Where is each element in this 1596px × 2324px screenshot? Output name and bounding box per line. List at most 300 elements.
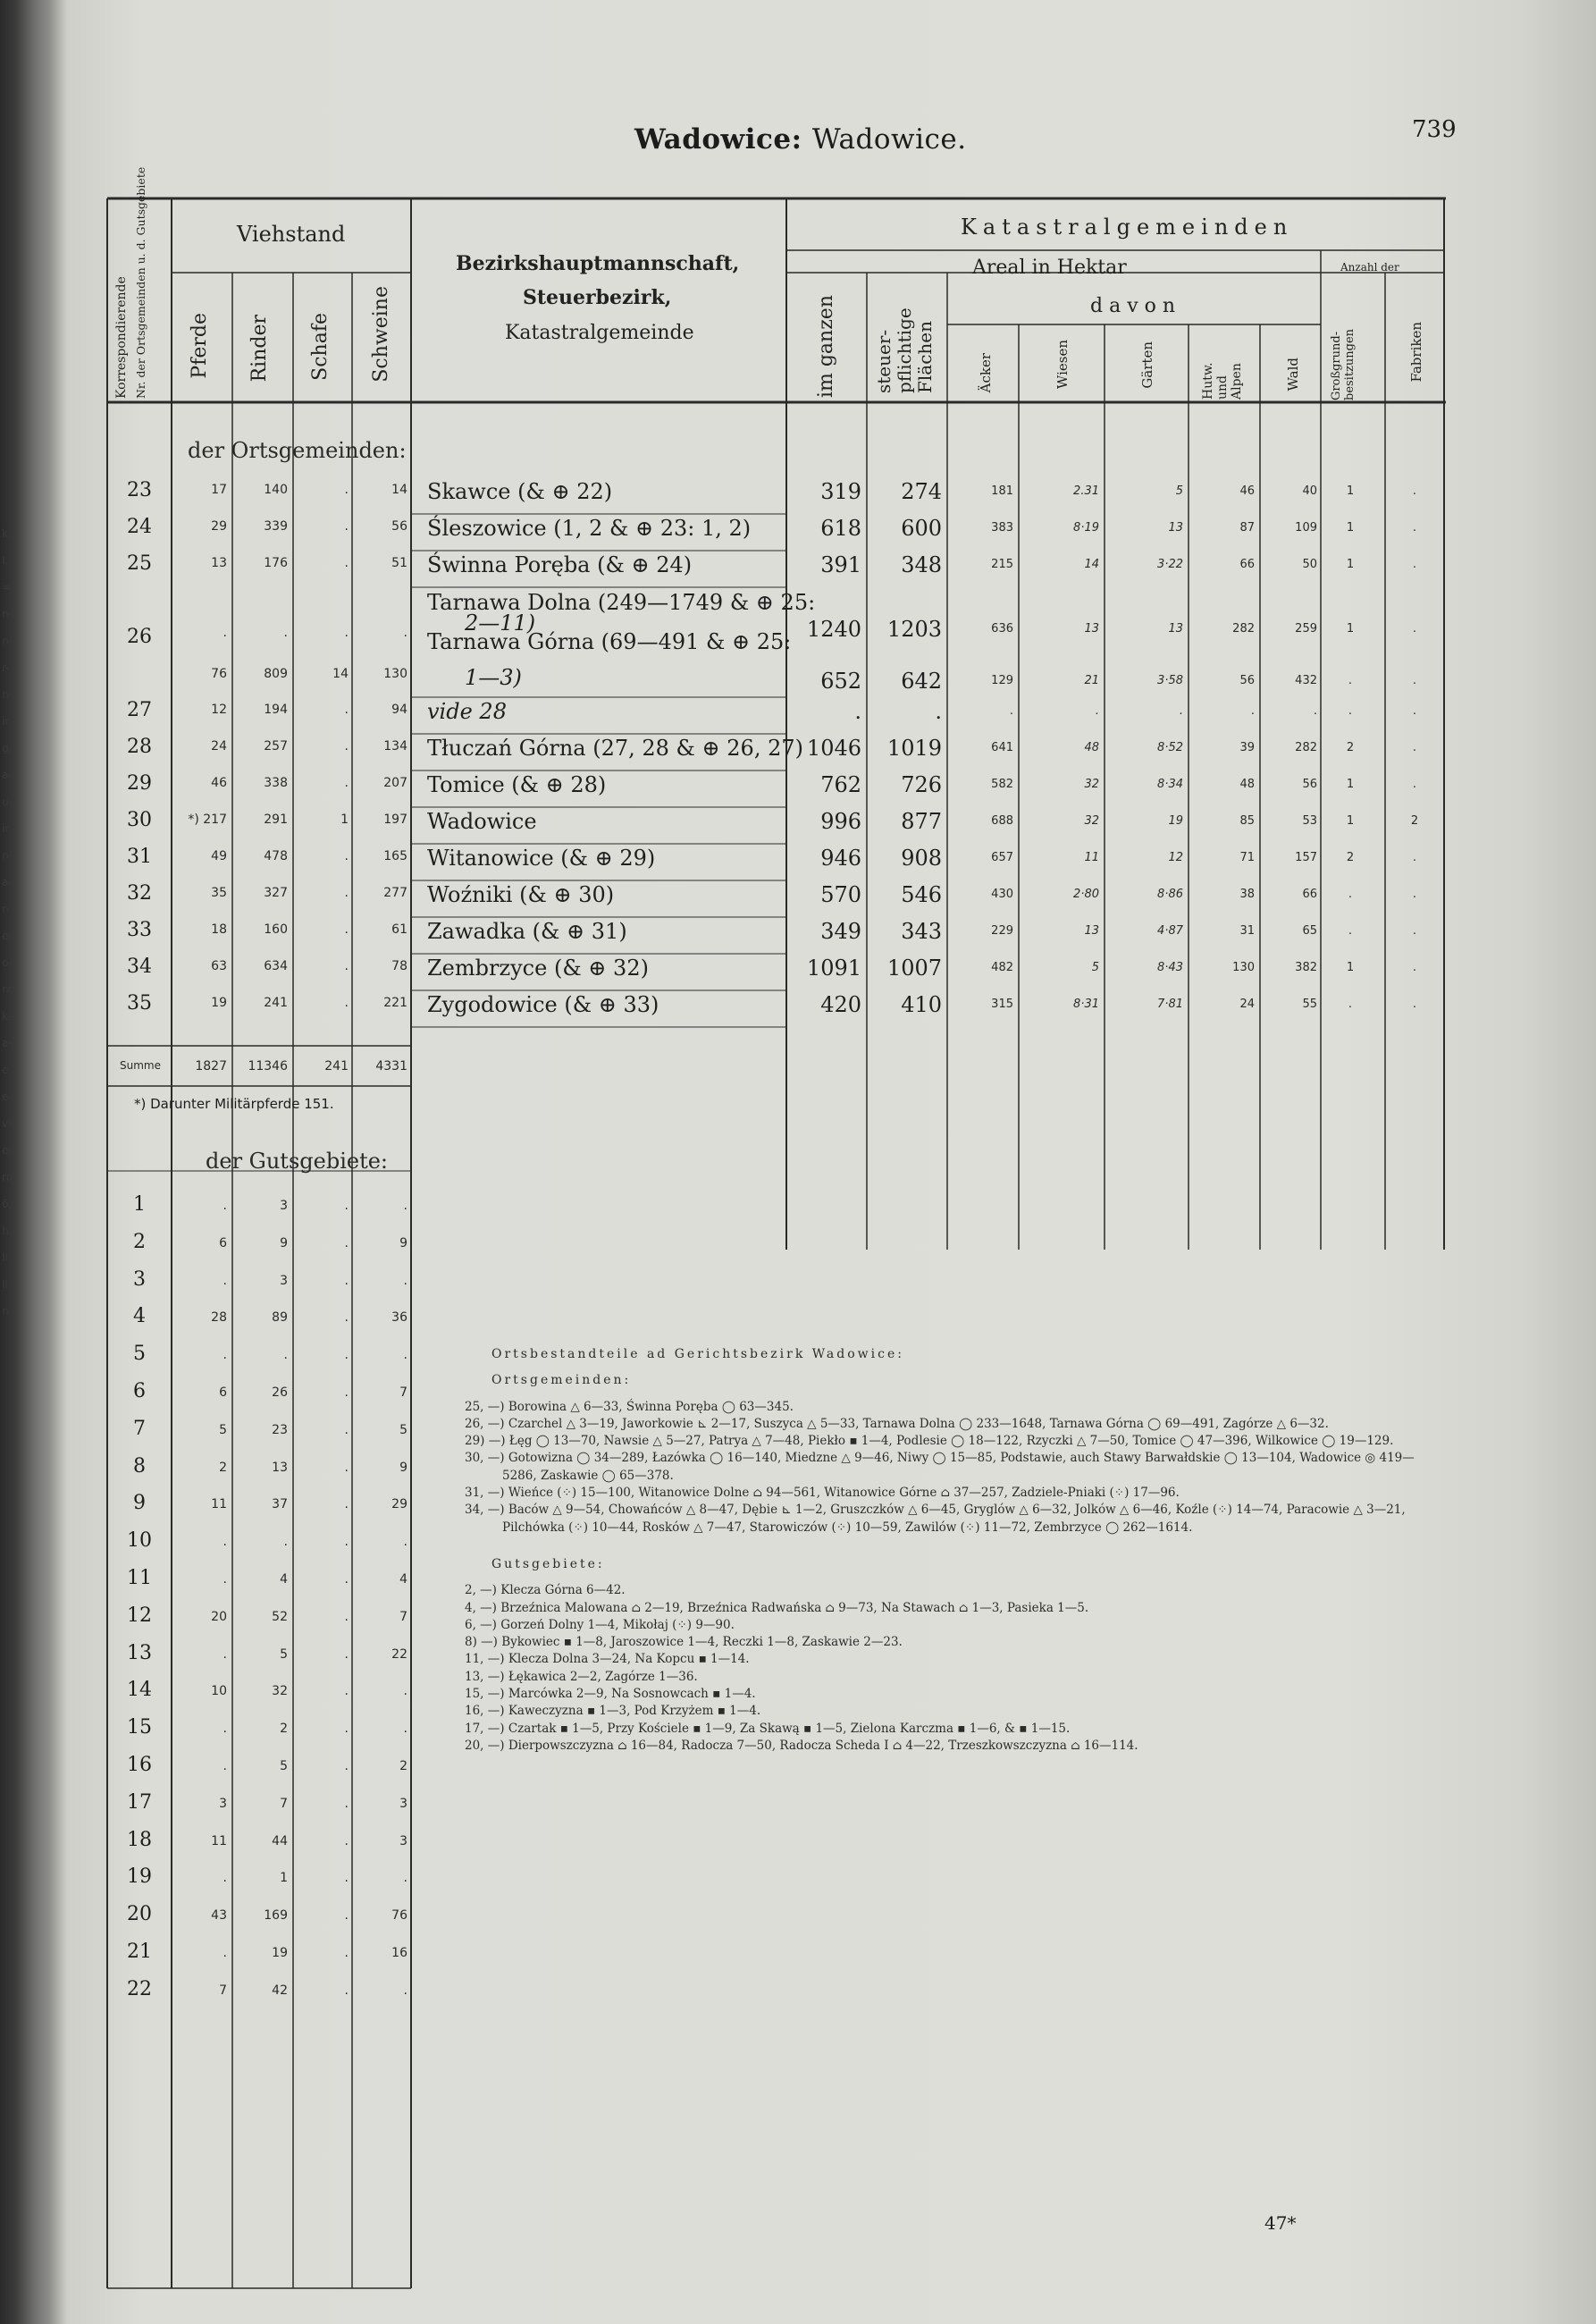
- cell-schweine: 134: [383, 739, 407, 754]
- cell-wald: 259: [1295, 622, 1317, 636]
- row-number: 10: [127, 1529, 152, 1553]
- section-ortsgemeinden: der Ortsgemeinden:: [188, 438, 407, 463]
- cell-im-ganzen: 618: [820, 516, 861, 541]
- note-item: 31, —) Wieńce (⁘) 15—100, Witanowice Dolne ⌂ 94—561, Witanowice Górne ⌂ 37—257, Zadziele-Pniaki (⁘) 17—96.: [465, 1486, 1180, 1501]
- cell-pferde: 35: [211, 886, 227, 900]
- cell-grossgrund: 2: [1346, 741, 1355, 754]
- cell-rinder: 2: [280, 1722, 288, 1737]
- header-hutweiden: Hutw. und Alpen: [1201, 362, 1244, 400]
- cell-rinder: 52: [272, 1609, 288, 1624]
- cell-gaerten: 3·58: [1157, 674, 1183, 687]
- cell-pferde: 46: [211, 776, 227, 790]
- title-main: Wadowice:: [634, 123, 802, 156]
- title-sub: Wadowice.: [811, 123, 967, 156]
- cell-rinder: .: [283, 626, 288, 640]
- cell-wiesen: 13: [1084, 622, 1099, 636]
- edge-fragment: rn: [2, 1171, 13, 1183]
- cell-schafe: .: [344, 519, 349, 534]
- cell-im-ganzen: 1091: [806, 956, 861, 981]
- edge-fragment: g,: [2, 742, 13, 754]
- note-item: 11, —) Klecza Dolna 3—24, Na Kopcu ▪ 1—14.: [465, 1652, 750, 1667]
- cell-pferde: 5: [219, 1422, 227, 1437]
- edge-fragment: n.: [2, 1305, 13, 1318]
- cell-pferde: 12: [211, 703, 227, 717]
- edge-fragment: n-: [2, 608, 13, 620]
- cell-fabriken: .: [1412, 998, 1417, 1011]
- cell-wald: 40: [1302, 484, 1317, 498]
- cell-im-ganzen: 1240: [806, 617, 861, 642]
- cell-schafe: .: [344, 1348, 349, 1363]
- katastralgemeinde-name: Tomice (& ⊕ 28): [427, 772, 607, 797]
- cell-rinder: 9: [280, 1235, 288, 1250]
- row-number: 20: [127, 1903, 152, 1926]
- cell-rinder: 3: [280, 1273, 288, 1288]
- note-item: 26, —) Czarchel △ 3—19, Jaworkowie ⊾ 2—17, Suszyca △ 5—33, Tarnawa Dolna ◯ 233—1648, Tarnawa Górna ◯ 69—491, Zagórze △ 6—32.: [465, 1416, 1329, 1431]
- cell-schafe: .: [344, 1722, 349, 1737]
- header-rinder: Rinder: [248, 315, 271, 383]
- cell-grossgrund: 1: [1346, 778, 1355, 791]
- cell-schafe: 1: [340, 813, 349, 827]
- cell-aecker: 636: [991, 622, 1013, 636]
- katastralgemeinde-name: Zawadka (& ⊕ 31): [427, 919, 627, 944]
- notes-heading: Ortsbestandteile ad Gerichtsbezirk Wadowice:: [491, 1347, 904, 1361]
- cell-pferde: .: [223, 1199, 227, 1213]
- cell-hutweiden: 282: [1232, 622, 1255, 636]
- cell-im-ganzen: 349: [820, 919, 861, 944]
- cell-aecker: 657: [991, 851, 1013, 864]
- header-areal: Areal in Hektar: [972, 257, 1127, 279]
- header-anzahl: Anzahl der: [1340, 261, 1399, 274]
- cell-rinder: 26: [272, 1385, 288, 1400]
- cell-schweine: .: [403, 626, 407, 640]
- cell-wiesen: 5: [1091, 961, 1099, 974]
- edge-fragment: nt,: [2, 983, 17, 996]
- edge-fragment: o-: [2, 956, 13, 969]
- cell-hutweiden: 130: [1232, 961, 1255, 974]
- note-item: 15, —) Marcówka 2—9, Na Sosnowcach ▪ 1—4.: [465, 1687, 756, 1702]
- cell-schweine: .: [403, 1871, 407, 1886]
- cell-schafe: .: [344, 1460, 349, 1475]
- cell-rinder: 44: [272, 1833, 288, 1848]
- header-bezirk-3: Katastralgemeinde: [505, 322, 694, 344]
- edge-fragment: n-: [2, 688, 13, 701]
- cell-gaerten: 3·22: [1157, 558, 1183, 571]
- row-number: 28: [127, 736, 152, 758]
- cell-im-ganzen: 420: [820, 992, 861, 1017]
- cell-rinder: 1: [280, 1871, 288, 1886]
- cell-wiesen: 32: [1084, 814, 1099, 828]
- katastralgemeinde-name: Tarnawa Górna (69—491 & ⊕ 25:: [427, 629, 792, 654]
- cell-steuerpflichtig: 1007: [886, 956, 942, 981]
- cell-schweine: .: [403, 1722, 407, 1737]
- cell-grossgrund: 1: [1346, 558, 1355, 571]
- cell-grossgrund: .: [1348, 998, 1353, 1011]
- header-aecker: Äcker: [978, 353, 994, 393]
- cell-gaerten: 12: [1168, 851, 1183, 864]
- cell-fabriken: .: [1412, 961, 1417, 974]
- cell-steuerpflichtig: 348: [901, 552, 942, 577]
- header-im-ganzen: im ganzen: [815, 295, 837, 399]
- cell-rinder: 176: [264, 556, 288, 570]
- row-number: 1: [133, 1193, 146, 1216]
- note-item: 16, —) Kaweczyzna ▪ 1—3, Pod Krzyżem ▪ 1—4.: [465, 1704, 761, 1719]
- edge-fragment: a-: [2, 769, 13, 781]
- katastralgemeinde-name-cont: 2—11): [465, 610, 536, 636]
- cell-schweine: 7: [399, 1385, 407, 1400]
- cell-wald: 432: [1295, 674, 1317, 687]
- cell-aecker: 215: [991, 558, 1013, 571]
- cell-fabriken: .: [1412, 521, 1417, 535]
- cell-pferde: 29: [211, 519, 227, 534]
- cell-rinder: 291: [264, 813, 288, 827]
- cell-aecker: 315: [991, 998, 1013, 1011]
- cell-wald: 53: [1302, 814, 1317, 828]
- cell-schweine: 277: [383, 886, 407, 900]
- header-davon: davon: [1090, 295, 1182, 317]
- cell-gaerten: .: [1179, 704, 1183, 718]
- cell-pferde: .: [223, 1535, 227, 1550]
- edge-fragment: n-: [2, 635, 13, 647]
- row-number: 5: [133, 1343, 146, 1366]
- cell-wiesen: 11: [1084, 851, 1099, 864]
- header-steuerpflichtige: steuer-pflichtige Flächen: [873, 307, 936, 393]
- cell-wald: 50: [1302, 558, 1317, 571]
- cell-pferde: 24: [211, 739, 227, 754]
- cell-rinder: 32: [272, 1684, 288, 1699]
- cell-im-ganzen: 570: [820, 882, 861, 907]
- cell-schweine: 4: [399, 1572, 407, 1587]
- summe-schafe: 241: [324, 1059, 349, 1074]
- cell-schweine: .: [403, 1199, 407, 1213]
- cell-schweine: 197: [383, 813, 407, 827]
- section-gutsgebiete: der Gutsgebiete:: [206, 1149, 388, 1174]
- cell-pferde: .: [223, 1273, 227, 1288]
- cell-im-ganzen: 391: [820, 552, 861, 577]
- cell-pferde: .: [223, 1348, 227, 1363]
- cell-rinder: 7: [280, 1796, 288, 1811]
- header-schweine: Schweine: [370, 286, 392, 383]
- cell-pferde: 6: [219, 1235, 227, 1250]
- cell-rinder: 3: [280, 1199, 288, 1213]
- row-number: 9: [133, 1492, 146, 1515]
- header-grossgrundbesitz: Großgrund-besitzungen: [1330, 328, 1357, 400]
- row-number: 4: [133, 1305, 146, 1328]
- note-item: 34, —) Baców △ 9—54, Chowańców △ 8—47, Dębie ⊾ 1—2, Gruszczków △ 6—45, Gryglów △ 6—32, Jolków △ 6—46, Koźle (⁘) 14—74, Paracowie △ 3—21, Pilchówka (⁘) 10—44, Rosków △ 7—47, Starowiczów (⁘) 10—59, Zawilów (⁘) 11—72, Zembrzyce ◯ 262—1614.: [465, 1503, 1406, 1535]
- cell-schafe: .: [344, 1908, 349, 1924]
- cell-pferde: .: [223, 626, 227, 640]
- cell-schafe: .: [344, 1497, 349, 1512]
- cell-gaerten: 13: [1168, 622, 1183, 636]
- row-number: 22: [127, 1977, 152, 2000]
- cell-steuerpflichtig: 274: [901, 479, 942, 504]
- cell-aecker: 129: [991, 674, 1013, 687]
- cell-schweine: .: [403, 1348, 407, 1363]
- footnote: *) Darunter Militärpferde 151.: [134, 1096, 334, 1112]
- cell-hutweiden: .: [1250, 704, 1255, 718]
- cell-hutweiden: 46: [1239, 484, 1255, 498]
- cell-grossgrund: .: [1348, 674, 1353, 687]
- cell-aecker: 229: [991, 924, 1013, 938]
- cell-rinder: 37: [272, 1497, 288, 1512]
- note-item: 4, —) Brzeźnica Malowana ⌂ 2—19, Brzeźnica Radwańska ⌂ 9—73, Na Stawach ⌂ 1—3, Pasieka 1—5.: [465, 1600, 1089, 1615]
- cell-im-ganzen: 996: [820, 809, 861, 834]
- row-number: 34: [127, 956, 152, 978]
- cell-fabriken: .: [1412, 888, 1417, 901]
- summe-schweine: 4331: [375, 1059, 407, 1074]
- edge-fragment: en: [2, 1144, 15, 1157]
- cell-pferde: 3: [219, 1796, 227, 1811]
- cell-wald: .: [1313, 704, 1317, 718]
- cell-rinder: 160: [264, 922, 288, 937]
- note-item: 29) —) Łęg ◯ 13—70, Nawsie △ 5—27, Patrya △ 7—48, Piekło ▪ 1—4, Podlesie ◯ 18—122, Rzyczki △ 7—50, Tomice ◯ 47—396, Wilkowice ◯ 19—129.: [465, 1434, 1394, 1449]
- cell-im-ganzen: 319: [820, 479, 861, 504]
- header-schafe: Schafe: [309, 313, 332, 381]
- cell-wald: 55: [1302, 998, 1317, 1011]
- cell-wiesen: 2·80: [1073, 888, 1099, 901]
- cell-aecker: 430: [991, 888, 1013, 901]
- cell-rinder: 19: [272, 1946, 288, 1960]
- cell-schweine: 207: [383, 776, 407, 790]
- cell-schafe: .: [344, 1199, 349, 1213]
- cell-rinder: 42: [272, 1983, 288, 1998]
- row-number: 30: [127, 809, 152, 831]
- cell-schafe: .: [344, 1422, 349, 1437]
- cell-im-ganzen: 762: [820, 772, 861, 797]
- katastralgemeinde-name-cont: 1—3): [465, 665, 522, 690]
- cell-hutweiden: 39: [1239, 741, 1255, 754]
- katastralgemeinde-name: vide 28: [427, 699, 507, 724]
- cell-schweine: 9: [399, 1235, 407, 1250]
- cell-schafe: .: [344, 1983, 349, 1998]
- notes-list-gutsgebiete: [465, 1582, 1439, 1755]
- cell-wald: 66: [1302, 888, 1317, 901]
- cell-schweine: .: [403, 1273, 407, 1288]
- cell-fabriken: .: [1412, 704, 1417, 718]
- edge-fragment: =,: [2, 581, 14, 594]
- edge-fragment: h.,: [2, 1225, 16, 1237]
- cell-rinder: 23: [272, 1422, 288, 1437]
- cell-schweine: 3: [399, 1796, 407, 1811]
- cell-rinder: 634: [264, 959, 288, 973]
- cell-wald: 56: [1302, 778, 1317, 791]
- cell-gaerten: 8·34: [1157, 778, 1183, 791]
- cell-wald: 109: [1295, 521, 1317, 535]
- row-number: 23: [127, 479, 152, 501]
- cell-wald: 382: [1295, 961, 1317, 974]
- row-number: 12: [127, 1604, 152, 1627]
- row-number: 7: [133, 1417, 146, 1440]
- cell-gaerten: 13: [1168, 521, 1183, 535]
- note-item: 17, —) Czartak ▪ 1—5, Przy Kościele ▪ 1—9, Za Skawą ▪ 1—5, Zielona Karczma ▪ 1—6, & ▪ 1—15.: [465, 1721, 1071, 1736]
- cell-rinder: 140: [264, 483, 288, 497]
- cell-rinder: 241: [264, 996, 288, 1010]
- row-number: 32: [127, 882, 152, 905]
- note-item: 2, —) Klecza Górna 6—42.: [465, 1583, 626, 1598]
- cell-pferde: 43: [211, 1908, 227, 1924]
- cell-steuerpflichtig: 1019: [886, 736, 942, 761]
- header-korrespondierende: Korrespondierende: [114, 276, 129, 399]
- cell-wiesen: 2.31: [1073, 484, 1099, 498]
- cell-grossgrund: 2: [1346, 851, 1355, 864]
- cell-schweine: 36: [391, 1310, 407, 1326]
- edge-fragment: vi-: [2, 1117, 15, 1130]
- cell-schafe: .: [344, 922, 349, 937]
- cell-fabriken: .: [1412, 674, 1417, 687]
- cell-schafe: .: [344, 739, 349, 754]
- cell-schweine: 61: [391, 922, 407, 937]
- header-katastralgemeinden: Katastralgemeinden: [961, 215, 1294, 240]
- cell-pferde: 6: [219, 1385, 227, 1400]
- cell-schweine: 165: [383, 849, 407, 863]
- cell-steuerpflichtig: 343: [901, 919, 942, 944]
- cell-aecker: 181: [991, 484, 1013, 498]
- cell-schweine: .: [403, 1535, 407, 1550]
- cell-pferde: 7: [219, 1983, 227, 1998]
- cell-pferde: 49: [211, 849, 227, 863]
- edge-fragment: ö,: [2, 1198, 13, 1210]
- cell-steuerpflichtig: 410: [901, 992, 942, 1017]
- cell-aecker: 383: [991, 521, 1013, 535]
- cell-rinder: 478: [264, 849, 288, 863]
- edge-fragment: n-: [2, 849, 13, 862]
- bottom-mark: 47*: [1264, 2212, 1297, 2234]
- notes-list-ortsgemeinden: [465, 1399, 1439, 1537]
- cell-im-ganzen: 1046: [806, 736, 861, 761]
- edge-fragment: II,: [2, 1251, 12, 1264]
- cell-gaerten: 4·87: [1157, 924, 1183, 938]
- cell-schafe: .: [344, 483, 349, 497]
- cell-schweine: 2: [399, 1759, 407, 1773]
- header-nr: Nr. der Ortsgemeinden u. d. Gutsgebiete: [134, 166, 147, 399]
- katastralgemeinde-name: Tarnawa Dolna (249—1749 & ⊕ 25:: [427, 590, 816, 615]
- note-item: 30, —) Gotowizna ◯ 34—289, Łazówka ◯ 16—140, Miedzne △ 9—46, Niwy ◯ 15—85, Podstawie, auch Stawy Barwałdskie ◯ 13—104, Wadowice ◎ 419—5286, Zaskawie ◯ 65—378.: [465, 1451, 1415, 1483]
- row-number: 33: [127, 919, 152, 941]
- cell-gaerten: 7·81: [1157, 998, 1183, 1011]
- cell-fabriken: .: [1412, 778, 1417, 791]
- edge-fragment: ir: [2, 822, 10, 835]
- cell-wiesen: 8·31: [1073, 998, 1099, 1011]
- cell-pferde: .: [223, 1572, 227, 1587]
- page-number: 739: [1412, 116, 1457, 143]
- cell-aecker: 482: [991, 961, 1013, 974]
- cell-grossgrund: 1: [1346, 484, 1355, 498]
- cell-schafe: .: [344, 1235, 349, 1250]
- cell-im-ganzen: .: [854, 699, 861, 724]
- cell-rinder: 13: [272, 1460, 288, 1475]
- cell-wiesen: .: [1095, 704, 1099, 718]
- cell-pferde: 19: [211, 996, 227, 1010]
- cell-pferde: *) 217: [188, 813, 227, 827]
- row-number: 25: [127, 552, 152, 575]
- cell-grossgrund: 1: [1346, 521, 1355, 535]
- cell-schafe: .: [344, 1646, 349, 1662]
- cell-schweine: 9: [399, 1460, 407, 1475]
- cell-wald: 157: [1295, 851, 1317, 864]
- cell-schweine: 56: [391, 519, 407, 534]
- cell-pferde: .: [223, 1871, 227, 1886]
- cell-pferde: 11: [211, 1833, 227, 1848]
- cell-gaerten: 8·52: [1157, 741, 1183, 754]
- summe-pferde: 1827: [195, 1059, 227, 1074]
- row-number: 35: [127, 992, 152, 1015]
- cell-schafe: .: [344, 703, 349, 717]
- header-fabriken: Fabriken: [1408, 322, 1424, 383]
- cell-schweine: 29: [391, 1497, 407, 1512]
- cell-schweine: 16: [391, 1946, 407, 1960]
- row-number: 24: [127, 516, 152, 538]
- cell-rinder: 4: [280, 1572, 288, 1587]
- cell-fabriken: 2: [1410, 814, 1419, 828]
- cell-hutweiden: 38: [1239, 888, 1255, 901]
- row-number: 17: [127, 1790, 152, 1814]
- cell-im-ganzen: 652: [820, 669, 861, 694]
- ortsbestandteile-notes: [465, 1339, 1439, 1755]
- cell-aecker: 582: [991, 778, 1013, 791]
- cell-wiesen: 8·19: [1073, 521, 1099, 535]
- cell-grossgrund: 1: [1346, 622, 1355, 636]
- cell-pferde: .: [223, 1646, 227, 1662]
- row-number: 16: [127, 1754, 152, 1776]
- row-number: 11: [127, 1567, 152, 1589]
- cell-fabriken: .: [1412, 484, 1417, 498]
- row-number: 18: [127, 1828, 152, 1851]
- katastralgemeinde-name: Świnna Poręba (& ⊕ 24): [427, 552, 693, 577]
- cell-schafe: .: [344, 776, 349, 790]
- edge-fragment: ir: [2, 715, 10, 728]
- cell-schafe: .: [344, 1310, 349, 1326]
- edge-fragment: en: [2, 930, 15, 942]
- edge-fragment: u-: [2, 796, 13, 808]
- cell-rinder: .: [283, 1535, 288, 1550]
- cell-schafe: 14: [332, 667, 349, 681]
- summe-label: Summe: [120, 1059, 161, 1072]
- cell-pferde: 20: [211, 1609, 227, 1624]
- edge-fragment: e.: [2, 1064, 13, 1076]
- katastralgemeinde-name: Zembrzyce (& ⊕ 32): [427, 956, 649, 981]
- cell-rinder: 257: [264, 739, 288, 754]
- notes-sub-gutsgebiete: Gutsgebiete:: [491, 1556, 605, 1571]
- cell-schweine: 3: [399, 1833, 407, 1848]
- cell-pferde: 11: [211, 1497, 227, 1512]
- cell-schafe: .: [344, 1759, 349, 1773]
- cell-rinder: 338: [264, 776, 288, 790]
- cell-grossgrund: .: [1348, 704, 1353, 718]
- cell-schafe: .: [344, 1946, 349, 1960]
- header-viehstand: Viehstand: [237, 222, 346, 247]
- cell-rinder: .: [283, 1348, 288, 1363]
- cell-schafe: .: [344, 1833, 349, 1848]
- cell-schafe: .: [344, 1684, 349, 1699]
- cell-schafe: .: [344, 959, 349, 973]
- cell-pferde: 28: [211, 1310, 227, 1326]
- row-number: 27: [127, 699, 152, 721]
- cell-fabriken: .: [1412, 924, 1417, 938]
- cell-hutweiden: 71: [1239, 851, 1255, 864]
- cell-steuerpflichtig: .: [935, 699, 942, 724]
- cell-grossgrund: 1: [1346, 961, 1355, 974]
- row-number: 2: [133, 1230, 146, 1253]
- cell-steuerpflichtig: 642: [901, 669, 942, 694]
- cell-gaerten: 8·86: [1157, 888, 1183, 901]
- row-number: 15: [127, 1716, 152, 1739]
- header-bezirk-2: Steuerbezirk,: [523, 286, 672, 309]
- katastralgemeinde-name: Tłuczań Górna (27, 28 & ⊕ 26, 27): [427, 736, 803, 761]
- cell-schafe: .: [344, 1535, 349, 1550]
- cell-schweine: 221: [383, 996, 407, 1010]
- row-number: 14: [127, 1679, 152, 1702]
- cell-fabriken: .: [1412, 622, 1417, 636]
- edge-fragment: k-: [2, 1010, 13, 1023]
